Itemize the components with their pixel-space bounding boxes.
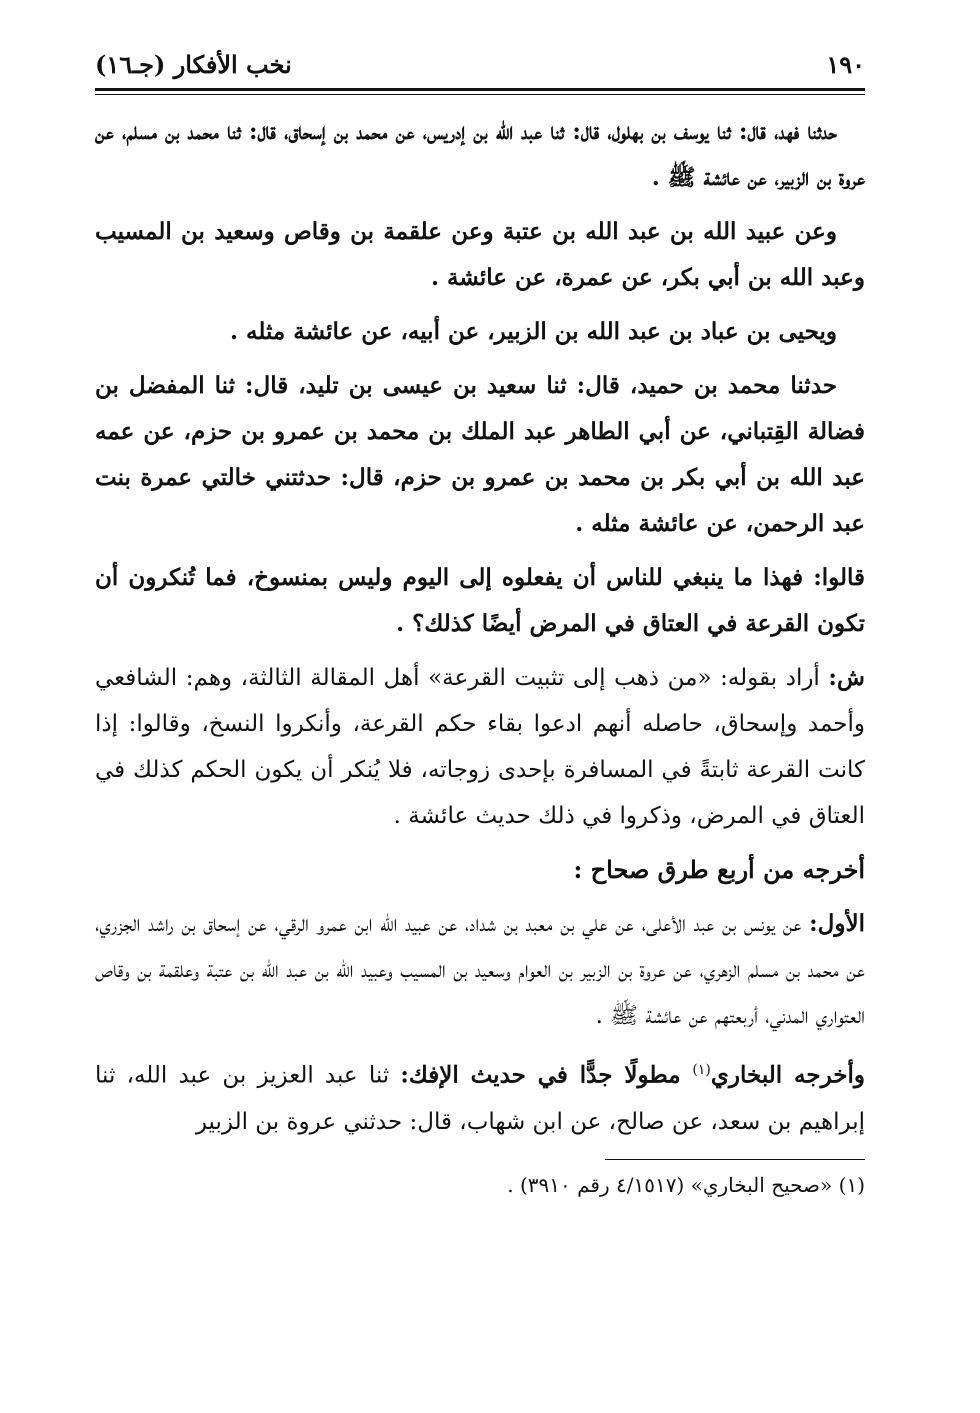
- paragraph-isnad-3: ويحيى بن عباد بن عبد الله بن الزبير، عن أبيه، عن عائشة مثله .: [230, 318, 837, 345]
- header-rule-thick: [95, 88, 865, 91]
- section-heading: أخرجه من أربع طرق صحاح :: [573, 855, 865, 884]
- paragraph-first-way: [95, 901, 865, 1039]
- paragraph-isnad-4: حدثنا محمد بن حميد، قال: ثنا سعيد بن عيسى بن تليد، قال: ثنا المفضل بن فضالة القِتباني، عن أبي الطاهر عبد الملك بن محمد بن عمرو بن حزم، عن عمه عبد الله بن أبي بكر بن محمد بن عمرو بن حزم، قال: حدثتني خالتي عمرة بنت عبد الرحمن، عن عائشة مثله .: [95, 372, 865, 537]
- page-number: ١٩٠: [826, 50, 865, 79]
- first-way-lead: الأول:: [809, 910, 865, 937]
- paragraph-isnad-1: حدثنا فهد، قال: ثنا يوسف بن بهلول، قال: ثنا عبد الله بن إدريس، عن محمد بن إسحاق، قال: ثنا محمد بن مسلم، عن عروة بن الزبير، عن عائشة ﷺ .: [95, 118, 865, 191]
- paragraph-claim: قالوا: فهذا ما ينبغي للناس أن يفعلوه إلى اليوم وليس بمنسوخ، فما تُنكرون أن تكون القرعة في العتاق في المرض أيضًا كذلك؟ .: [95, 564, 865, 637]
- footnote: (١) «صحيح البخاري» (٤/١٥١٧ رقم ٣٩١٠) .: [507, 1172, 865, 1197]
- footnote-ref[interactable]: (١): [692, 1062, 711, 1078]
- bukhari-lead: وأخرجه البخاري: [710, 1061, 865, 1089]
- paragraph-isnad-2: وعن عبيد الله بن عبد الله بن عتبة وعن علقمة بن وقاص وسعيد بن المسيب وعبد الله بن أبي بكر، عن عمرة، عن عائشة .: [95, 218, 865, 291]
- paragraph-commentary: [95, 655, 865, 839]
- commentary-lead: ش:: [828, 664, 865, 691]
- commentary-text: أراد بقوله: «من ذهب إلى تثبيت القرعة» أهل المقالة الثالثة، وهم: الشافعي وأحمد وإسحاق، حاصله أنهم ادعوا بقاء حكم القرعة، وأنكروا النسخ، وقالوا: إذا كانت القرعة ثابتةً في المسافرة بإحدى زوجاته، فلا يُنكر أن يكون الحكم كذلك في العتاق في المرض، وذكروا في ذلك حديث عائشة .: [95, 665, 865, 829]
- bukhari-lead-rest: مطولًا جدًّا في حديث الإفك:: [400, 1061, 693, 1089]
- document-page: [95, 50, 865, 1200]
- header-rule-thin: [95, 94, 865, 95]
- first-way-text: عن يونس بن عبد الأعلى، عن علي بن معبد بن شداد، عن عبيد الله ابن عمرو الرقي، عن إسحاق بن راشد الجزري، عن محمد بن مسلم الزهري، عن عروة بن الزبير بن العوام وسعيد بن المسيب وعبيد الله بن عبد الله بن عتبة وعلقمة بن وقاص العتواري المدني، أربعتهم عن عائشة ﷺ .: [95, 911, 865, 1029]
- book-title: نخب الأفكار (جـ١٦): [95, 50, 292, 79]
- bukhari-text: ثنا عبد العزيز بن عبد الله، ثنا إبراهيم بن سعد، عن صالح، عن ابن شهاب، قال: حدثني عروة بن الزبير: [95, 1062, 865, 1135]
- paragraph-bukhari: [95, 1047, 865, 1145]
- page-header: [95, 50, 865, 86]
- footnote-rule: [605, 1159, 865, 1160]
